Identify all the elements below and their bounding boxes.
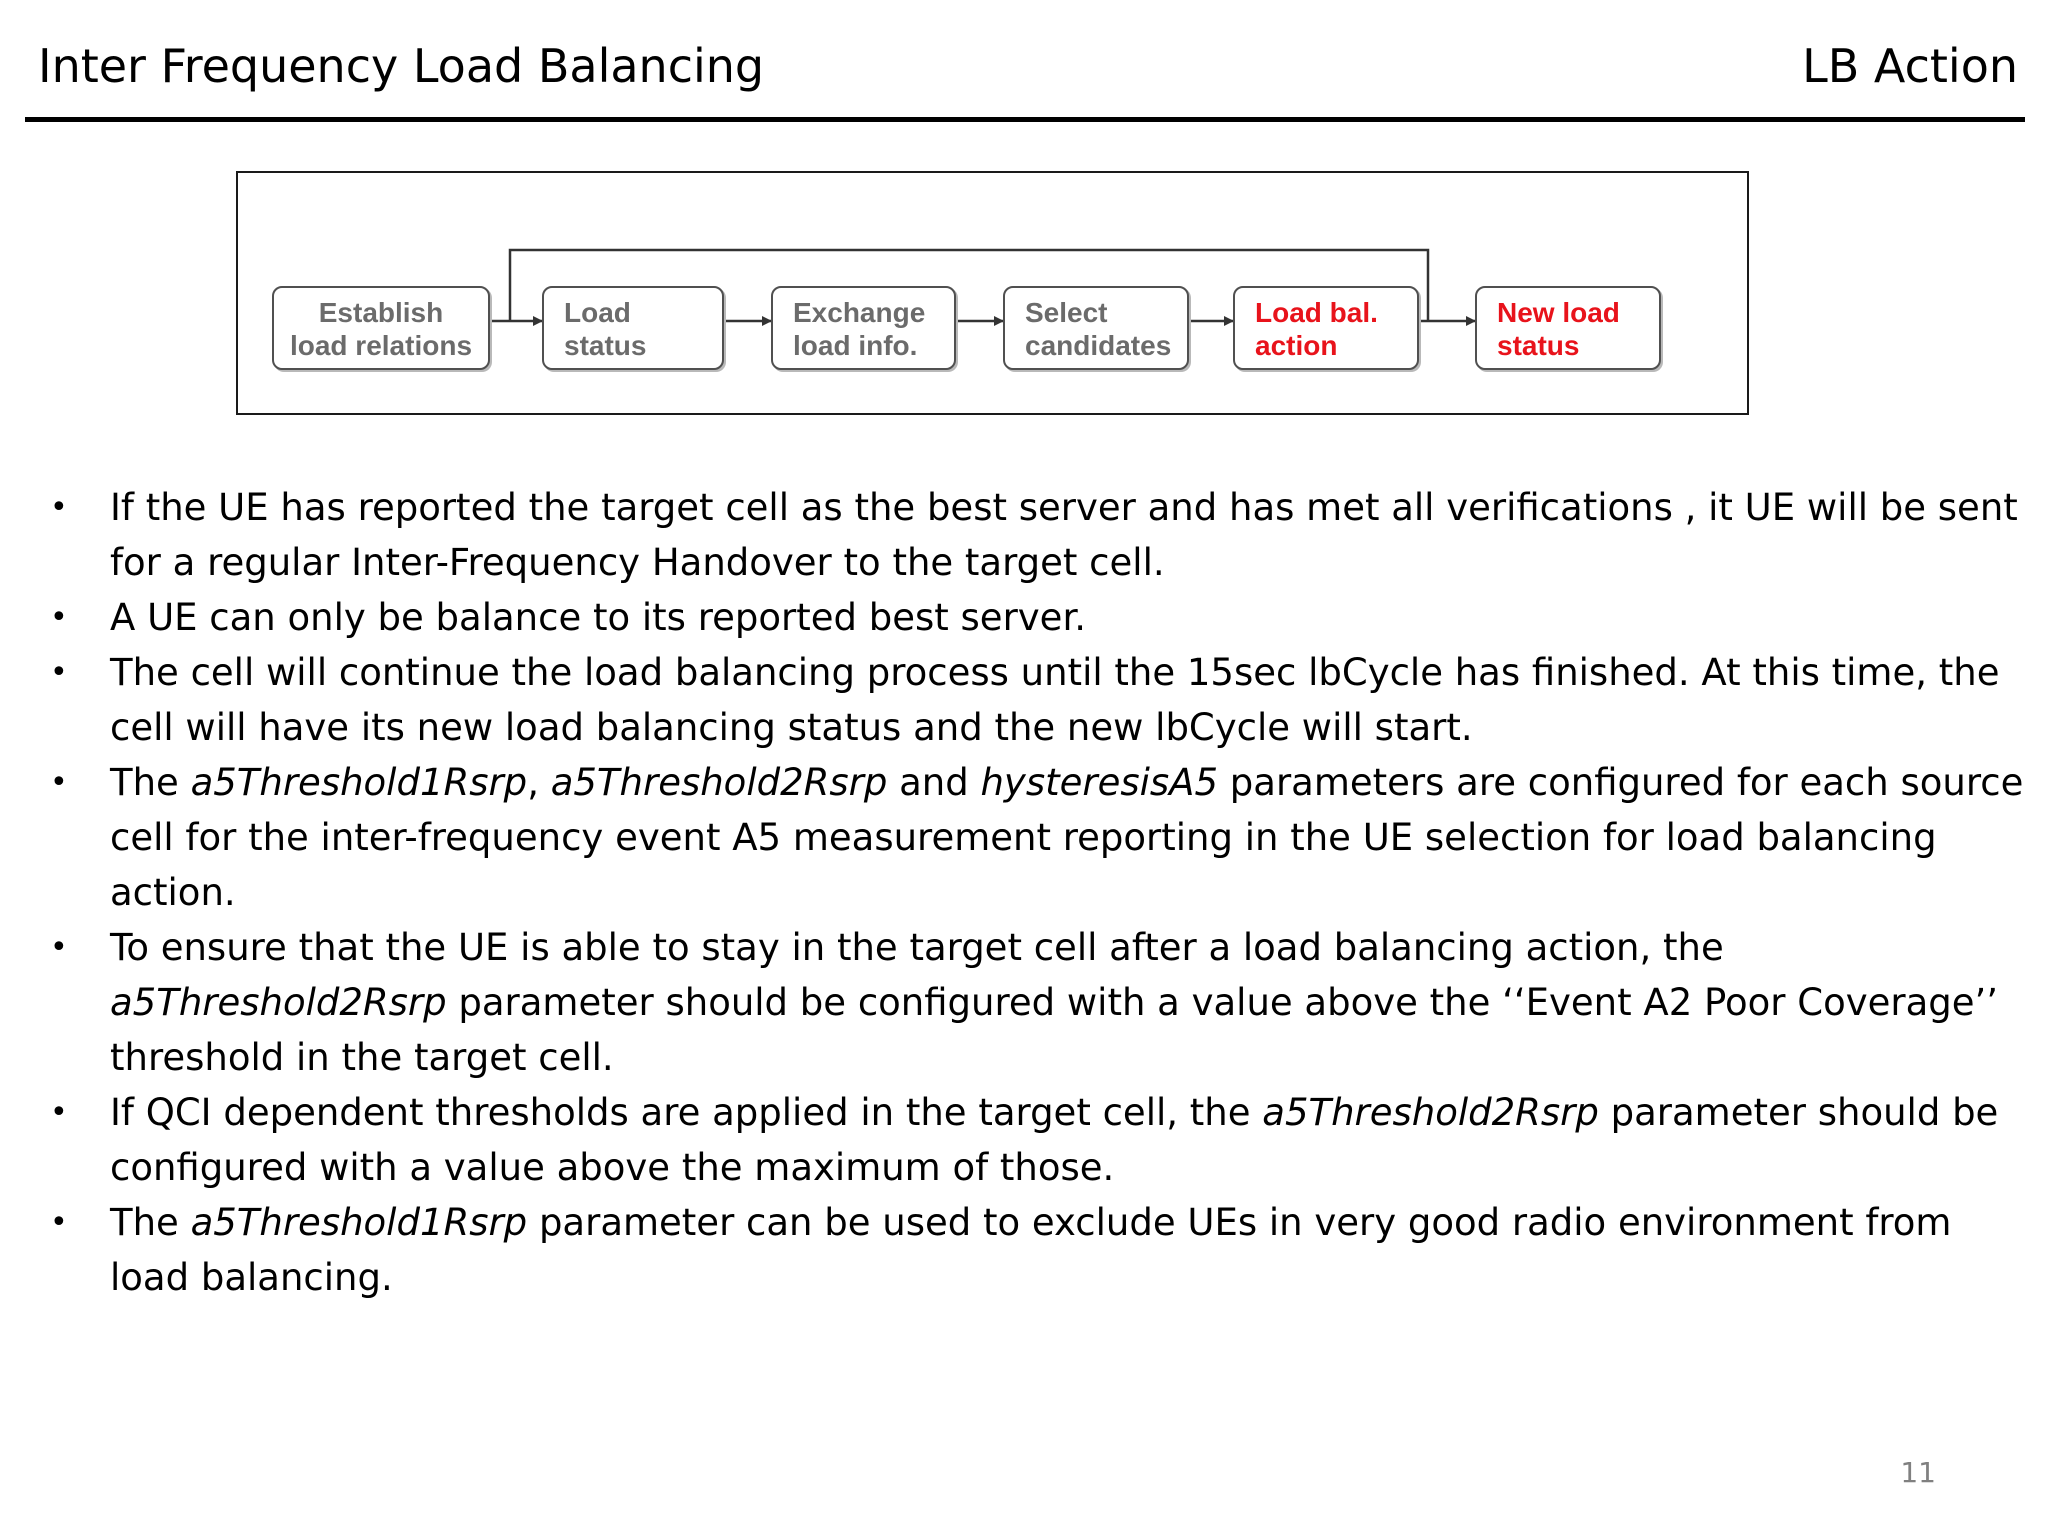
title-divider [25, 117, 2025, 122]
slide-title: Inter Frequency Load Balancing [38, 39, 765, 93]
node-load-status [542, 286, 724, 370]
node-label-line2: status [1497, 330, 1580, 361]
node-label-line2: status [564, 330, 647, 361]
bullet-dot: • [50, 1205, 68, 1240]
node-establish-load-relations [272, 286, 490, 370]
node-load-bal-action [1233, 286, 1419, 370]
param-name: a5Threshold1Rsrp [190, 761, 528, 804]
bullet-text: If the UE has reported the target cell as the best server and has met all verifications , it UE will be sent for a regular Inter-Frequency Handover to the target cell. [110, 486, 2018, 584]
bullet-text: A UE can only be balance to its reported best server. [110, 596, 1087, 639]
bullet-item [50, 920, 2030, 1085]
node-new-load-status [1475, 286, 1661, 370]
node-label-line1: Load bal. [1255, 297, 1378, 328]
param-name: a5Threshold2Rsrp [550, 761, 888, 804]
bullet-text: The a5Threshold1Rsrp, a5Threshold2Rsrp and hysteresisA5 parameters are configured for each source cell for the inter-frequency event A5 measurement reporting in the UE selection for load balancing action. [110, 761, 2024, 914]
bullet-text: To ensure that the UE is able to stay in the target cell after a load balancing action, the a5Threshold2Rsrp parameter should be configured with a value above the ‘‘Event A2 Poor Coverage’’ threshold in the target cell. [110, 926, 1999, 1079]
bullet-item [50, 755, 2030, 920]
node-label-line1: Exchange [793, 297, 926, 328]
bullet-text: If QCI dependent thresholds are applied in the target cell, the a5Threshold2Rsrp parameter should be configured with a value above the maximum of those. [110, 1091, 1999, 1189]
bullet-dot: • [50, 600, 68, 635]
page-number: 11 [1900, 1456, 1936, 1489]
node-label-line2: load info. [793, 330, 918, 361]
bullet-item [50, 1085, 2030, 1195]
node-label-line1: New load [1497, 297, 1620, 328]
bullet-text: The a5Threshold1Rsrp parameter can be used to exclude UEs in very good radio environment from load balancing. [110, 1201, 1952, 1299]
param-name: hysteresisA5 [980, 761, 1219, 804]
node-label-line2: candidates [1025, 330, 1172, 361]
load-balancing-flow-diagram [236, 171, 1749, 415]
param-name: a5Threshold2Rsrp [1262, 1091, 1599, 1134]
node-label-line1: Load [564, 297, 631, 328]
bullet-dot: • [50, 1095, 68, 1130]
bullet-list [50, 480, 2030, 1305]
bullet-dot: • [50, 765, 68, 800]
node-label-line1: Select [1025, 297, 1108, 328]
node-exchange-load-info [771, 286, 956, 370]
node-label-line1: Establish [318, 297, 444, 328]
node-label-line2: load relations [289, 330, 473, 361]
bullet-item [50, 590, 2030, 645]
param-name: a5Threshold1Rsrp [190, 1201, 528, 1244]
section-label: LB Action [1802, 39, 2018, 93]
bullet-dot: • [50, 930, 68, 965]
bullet-text: The cell will continue the load balancing process until the 15sec lbCycle has finished. At this time, the cell will have its new load balancing status and the new lbCycle will start. [110, 651, 2000, 749]
node-select-candidates [1003, 286, 1189, 370]
node-label-line2: action [1255, 330, 1338, 361]
bullet-item [50, 480, 2030, 590]
bullet-dot: • [50, 490, 68, 525]
param-name: a5Threshold2Rsrp [110, 981, 447, 1024]
bullet-item [50, 1195, 2030, 1305]
bullet-item [50, 645, 2030, 755]
bullet-dot: • [50, 655, 68, 690]
